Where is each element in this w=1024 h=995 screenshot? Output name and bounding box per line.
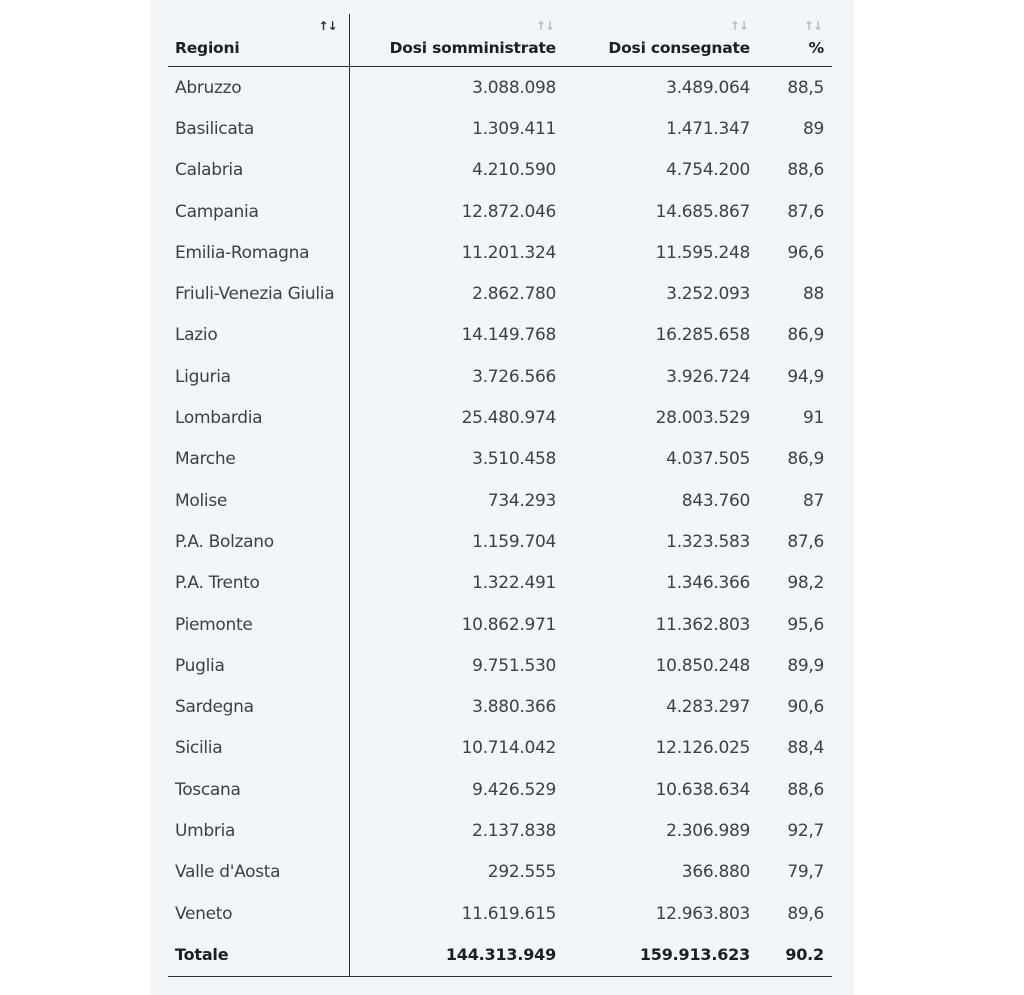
delivered-cell: 28.003.529 bbox=[655, 408, 750, 429]
administered-cell: 2.137.838 bbox=[472, 820, 556, 841]
column-header-administered[interactable] bbox=[349, 14, 564, 67]
administered-cell: 9.751.530 bbox=[472, 655, 556, 676]
region-cell: Molise bbox=[168, 480, 349, 521]
total-label: Totale bbox=[168, 934, 349, 976]
table-row bbox=[168, 686, 832, 727]
table-row bbox=[168, 439, 832, 480]
region-cell: Emilia-Romagna bbox=[168, 232, 349, 273]
percent-cell: 88,6 bbox=[787, 779, 824, 800]
administered-cell: 4.210.590 bbox=[472, 160, 556, 181]
table-row bbox=[168, 232, 832, 273]
delivered-cell: 1.323.583 bbox=[666, 531, 750, 552]
sort-icon[interactable]: ↑↓ bbox=[803, 19, 822, 33]
percent-cell: 86,9 bbox=[787, 449, 824, 470]
region-cell: Campania bbox=[168, 191, 349, 232]
administered-cell: 11.619.615 bbox=[461, 903, 556, 924]
region-cell: Friuli-Venezia Giulia bbox=[168, 273, 349, 314]
table-row bbox=[168, 397, 832, 438]
percent-cell: 89 bbox=[802, 118, 824, 139]
table-row bbox=[168, 315, 832, 356]
total-percent: 90.2 bbox=[758, 934, 832, 976]
administered-cell: 1.309.411 bbox=[472, 118, 556, 139]
percent-cell: 98,2 bbox=[787, 573, 824, 594]
delivered-cell: 4.037.505 bbox=[666, 449, 750, 470]
administered-cell: 734.293 bbox=[487, 490, 556, 511]
percent-cell: 88,4 bbox=[787, 738, 824, 759]
region-cell: Valle d'Aosta bbox=[168, 852, 349, 893]
percent-cell: 89,9 bbox=[787, 655, 824, 676]
region-cell: Sardegna bbox=[168, 686, 349, 727]
table-row bbox=[168, 150, 832, 191]
column-header-delivered-label: Dosi consegnate bbox=[608, 39, 750, 57]
delivered-cell: 4.283.297 bbox=[666, 697, 750, 718]
sort-icon[interactable]: ↑↓ bbox=[729, 19, 748, 33]
region-cell: Toscana bbox=[168, 769, 349, 810]
table-body bbox=[168, 67, 832, 977]
region-cell: Puglia bbox=[168, 645, 349, 686]
table-row bbox=[168, 645, 832, 686]
column-header-percent-label: % bbox=[808, 39, 824, 57]
percent-cell: 87,6 bbox=[787, 201, 824, 222]
total-administered: 144.313.949 bbox=[349, 934, 564, 976]
region-cell: Umbria bbox=[168, 810, 349, 851]
percent-cell: 92,7 bbox=[787, 820, 824, 841]
table-row bbox=[168, 356, 832, 397]
percent-cell: 96,6 bbox=[787, 242, 824, 263]
table-row bbox=[168, 563, 832, 604]
region-cell: P.A. Bolzano bbox=[168, 521, 349, 562]
region-cell: Sicilia bbox=[168, 728, 349, 769]
region-cell: Basilicata bbox=[168, 108, 349, 149]
table-row bbox=[168, 728, 832, 769]
table-row bbox=[168, 893, 832, 934]
percent-cell: 86,9 bbox=[787, 325, 824, 346]
administered-cell: 25.480.974 bbox=[461, 408, 556, 429]
region-cell: P.A. Trento bbox=[168, 563, 349, 604]
delivered-cell: 1.346.366 bbox=[666, 573, 750, 594]
sort-icon[interactable]: ↑↓ bbox=[535, 19, 554, 33]
delivered-cell: 10.850.248 bbox=[655, 655, 750, 676]
percent-cell: 94,9 bbox=[787, 366, 824, 387]
percent-cell: 88,5 bbox=[787, 77, 824, 98]
region-cell: Lazio bbox=[168, 315, 349, 356]
administered-cell: 292.555 bbox=[487, 862, 556, 883]
column-header-administered-label: Dosi somministrate bbox=[389, 39, 556, 57]
region-cell: Liguria bbox=[168, 356, 349, 397]
table-header bbox=[168, 14, 832, 67]
table-row bbox=[168, 108, 832, 149]
percent-cell: 91 bbox=[802, 408, 824, 429]
column-header-delivered[interactable] bbox=[564, 14, 758, 67]
delivered-cell: 366.880 bbox=[681, 862, 750, 883]
region-cell: Abruzzo bbox=[168, 67, 349, 109]
administered-cell: 10.714.042 bbox=[461, 738, 556, 759]
table-row bbox=[168, 67, 832, 109]
delivered-cell: 12.126.025 bbox=[655, 738, 750, 759]
table-row bbox=[168, 810, 832, 851]
region-cell: Veneto bbox=[168, 893, 349, 934]
table-row bbox=[168, 769, 832, 810]
administered-cell: 14.149.768 bbox=[461, 325, 556, 346]
column-header-region[interactable] bbox=[168, 14, 349, 67]
percent-cell: 90,6 bbox=[787, 697, 824, 718]
delivered-cell: 14.685.867 bbox=[655, 201, 750, 222]
administered-cell: 3.880.366 bbox=[472, 697, 556, 718]
administered-cell: 10.862.971 bbox=[461, 614, 556, 635]
delivered-cell: 3.926.724 bbox=[666, 366, 750, 387]
region-cell: Lombardia bbox=[168, 397, 349, 438]
administered-cell: 1.159.704 bbox=[472, 531, 556, 552]
percent-cell: 87 bbox=[802, 490, 824, 511]
percent-cell: 79,7 bbox=[787, 862, 824, 883]
table-row bbox=[168, 604, 832, 645]
percent-cell: 89,6 bbox=[787, 903, 824, 924]
delivered-cell: 4.754.200 bbox=[666, 160, 750, 181]
column-header-percent[interactable] bbox=[758, 14, 832, 67]
table-row bbox=[168, 273, 832, 314]
percent-cell: 95,6 bbox=[787, 614, 824, 635]
administered-cell: 3.088.098 bbox=[472, 77, 556, 98]
region-cell: Calabria bbox=[168, 150, 349, 191]
administered-cell: 3.726.566 bbox=[472, 366, 556, 387]
region-cell: Piemonte bbox=[168, 604, 349, 645]
percent-cell: 88,6 bbox=[787, 160, 824, 181]
administered-cell: 3.510.458 bbox=[472, 449, 556, 470]
vaccine-doses-table bbox=[168, 14, 832, 977]
sort-active-icon[interactable]: ↑↓ bbox=[318, 19, 337, 33]
administered-cell: 2.862.780 bbox=[472, 284, 556, 305]
percent-cell: 87,6 bbox=[787, 531, 824, 552]
delivered-cell: 843.760 bbox=[681, 490, 750, 511]
delivered-cell: 3.252.093 bbox=[666, 284, 750, 305]
table-row bbox=[168, 521, 832, 562]
total-delivered: 159.913.623 bbox=[564, 934, 758, 976]
delivered-cell: 12.963.803 bbox=[655, 903, 750, 924]
administered-cell: 11.201.324 bbox=[461, 242, 556, 263]
administered-cell: 1.322.491 bbox=[472, 573, 556, 594]
delivered-cell: 1.471.347 bbox=[666, 118, 750, 139]
table-row bbox=[168, 191, 832, 232]
delivered-cell: 11.362.803 bbox=[655, 614, 750, 635]
delivered-cell: 16.285.658 bbox=[655, 325, 750, 346]
administered-cell: 9.426.529 bbox=[472, 779, 556, 800]
delivered-cell: 3.489.064 bbox=[666, 77, 750, 98]
percent-cell: 88 bbox=[802, 284, 824, 305]
administered-cell: 12.872.046 bbox=[461, 201, 556, 222]
column-header-region-label: Regioni bbox=[175, 39, 240, 57]
table-row bbox=[168, 852, 832, 893]
header-row bbox=[168, 14, 832, 67]
delivered-cell: 2.306.989 bbox=[666, 820, 750, 841]
table-row bbox=[168, 480, 832, 521]
total-row bbox=[168, 934, 832, 976]
region-cell: Marche bbox=[168, 439, 349, 480]
delivered-cell: 11.595.248 bbox=[655, 242, 750, 263]
delivered-cell: 10.638.634 bbox=[655, 779, 750, 800]
